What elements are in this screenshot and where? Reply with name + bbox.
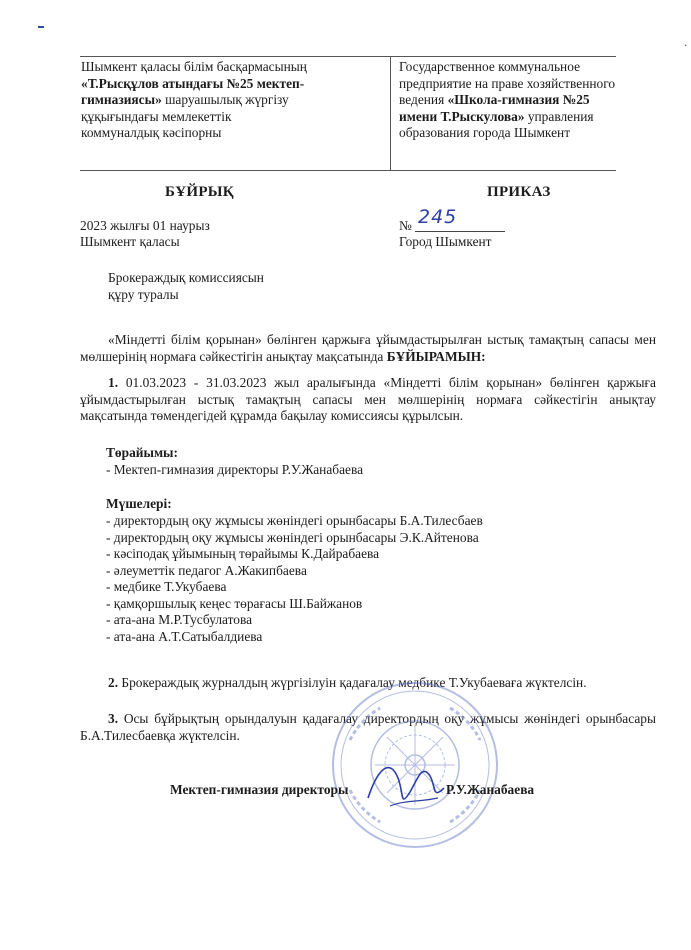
letterhead-kz-line: «Т.Рысқұлов атындағы №25 мектеп- xyxy=(81,75,305,91)
list-item: - әлеуметтік педагог А.Жакипбаева xyxy=(106,562,307,578)
letterhead-kz-line: Шымкент қаласы білім басқармасының xyxy=(81,59,307,74)
order-number-label: № xyxy=(399,218,412,233)
chair-heading: Төрайымы: xyxy=(106,445,178,460)
order-city-kz: Шымкент қаласы xyxy=(80,234,180,249)
letterhead-ru xyxy=(399,59,617,142)
scan-mark: · xyxy=(684,39,688,52)
members-list xyxy=(106,513,606,645)
order-date: 2023 жылғы 01 наурыз xyxy=(80,218,210,233)
order-title-kz: БҰЙРЫҚ xyxy=(165,184,234,200)
letterhead-kz-line: коммуналдық кәсіпорны xyxy=(81,125,222,140)
letterhead-kz-line: құқығындағы мемлекеттік xyxy=(81,108,232,124)
order-title-ru: ПРИКАЗ xyxy=(487,184,551,200)
list-item: - ата-ана А.Т.Сатыбалдиева xyxy=(106,628,263,644)
order-number-underline xyxy=(415,230,505,232)
subject-line: Брокераждық комиссиясын xyxy=(108,270,264,285)
signature-icon xyxy=(360,748,450,818)
order-city-ru: Город Шымкент xyxy=(399,234,492,249)
letterhead-kz-line: гимназиясы» шаруашылық жүргізу xyxy=(81,92,289,107)
list-item: - қамқоршылық кеңес төрағасы Ш.Байжанов xyxy=(106,595,363,611)
order-item-2: 2. Брокераждық журналдың жүргізілуін қадағалау медбике Т.Укубаеваға жүктелсін. xyxy=(108,675,587,690)
list-item: - ата-ана М.Р.Тусбулатова xyxy=(106,612,253,627)
list-item: - кәсіподақ ұйымының төрайымы К.Дайрабаева xyxy=(106,546,380,561)
list-item: - медбике Т.Укубаева xyxy=(106,579,227,594)
chair-list xyxy=(106,462,606,479)
signature-position: Мектеп-гимназия директоры xyxy=(170,782,349,797)
letterhead-ru-line: предприятие на праве хозяйственного xyxy=(399,75,616,91)
letterhead-ru-line: Государственное коммунальное xyxy=(399,59,581,74)
letterhead-kz xyxy=(81,59,381,142)
list-item: - директордың оқу жұмысы жөніндегі орынбасары Э.К.Айтенова xyxy=(106,529,479,545)
letterhead-ru-line: имени Т.Рыскулова» управления xyxy=(399,108,594,124)
intro-paragraph: «Міндетті білім қорынан» бөлінген қаржыға ұйымдастырылған ыстық тамақтың сапасы мен мөлшерінің нормаға сәйкестігін анықтау мақсатында БҰЙЫРАМЫН: xyxy=(80,332,656,364)
order-item-1: 1. 01.03.2023 - 31.03.2023 жыл аралығында «Міндетті білім қорынан» бөлінген қаржыға ұйымдастырылған ыстық тамақтың сапасы мен мөлшерінің нормаға сәйкестігін анықтау мақсатында төмендегідей құрамда бақылау комиссиясы құрылсын. xyxy=(80,375,656,423)
list-item: - директордың оқу жұмысы жөніндегі орынбасары Б.А.Тилесбаев xyxy=(106,513,483,528)
subject-line: құру туралы xyxy=(108,286,179,302)
members-heading: Мүшелері: xyxy=(106,496,172,511)
signature-name: Р.У.Жанабаева xyxy=(446,782,535,797)
order-subject xyxy=(108,270,408,303)
letterhead-ru-line: образования города Шымкент xyxy=(399,125,571,140)
scan-mark xyxy=(38,26,44,28)
letterhead-divider xyxy=(390,57,391,170)
letterhead-ru-line: ведения «Школа-гимназия №25 xyxy=(399,92,590,107)
order-item-3: 3. Осы бұйрықтың орындалуын қадағалау директордың оқу жұмысы жөніндегі орынбасары Б.А.Тилесбаевқа жүктелсін. xyxy=(80,711,656,743)
list-item: - Мектеп-гимназия директоры Р.У.Жанабаева xyxy=(106,462,364,477)
order-number-handwritten: 245 xyxy=(418,206,458,228)
